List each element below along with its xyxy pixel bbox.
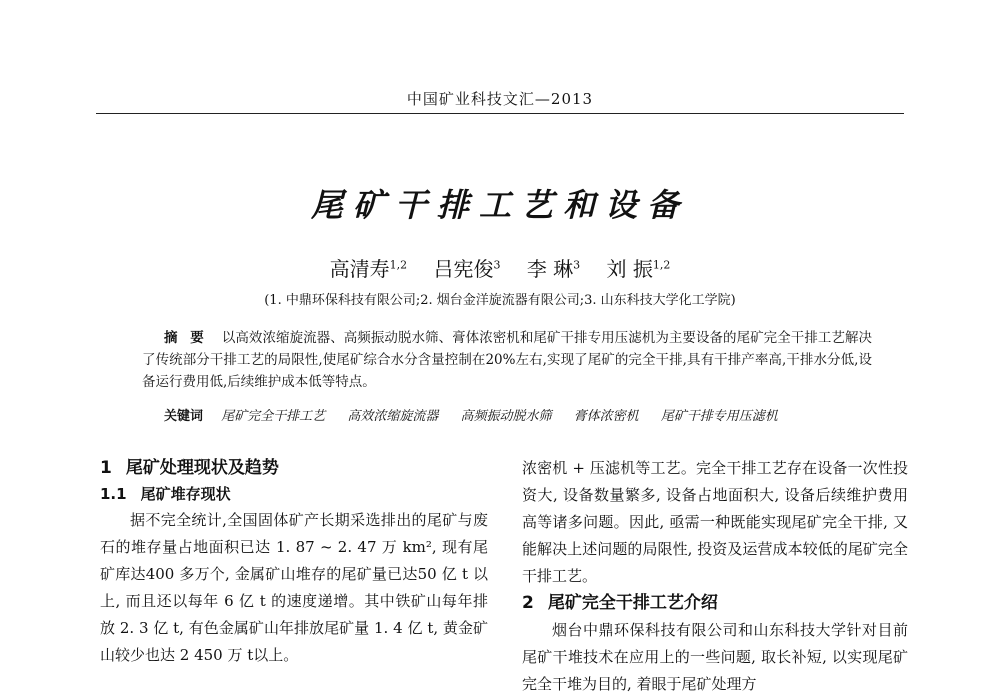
abstract-text: 以高效浓缩旋流器、高频振动脱水筛、膏体浓密机和尾矿干排专用压滤机为主要设备的尾矿完全干排工艺解决了传统部分干排工艺的局限性,使尾矿综合水分含量控制在20%左右,实现了尾矿的完全干排,具有干排产率高,干排水分低,设备运行费用低,后续维护成本低等特点。 xyxy=(142,330,873,390)
body-paragraph: 浓密机 + 压滤机等工艺。完全干排工艺存在设备一次性投资大, 设备数量繁多, 设备占地面积大, 设备后续维护费用高等诸多问题。因此, 亟需一种既能实现尾矿完全干排, 又能解决上述问题的局限性, 投资及运营成本较低的尾矿完全干排工艺。 xyxy=(522,459,908,585)
abstract xyxy=(142,327,872,393)
keyword: 高频振动脱水筛 xyxy=(460,409,552,424)
left-column xyxy=(100,455,488,669)
keywords-label: 关键词 xyxy=(164,409,204,424)
author xyxy=(527,253,580,282)
body-paragraph: 据不完全统计,全国固体矿产长期采选排出的尾矿与废石的堆存量占地面积已达 1. 87 ~ 2. 47 万 km², 现有尾矿库达400 多万个, 金属矿山堆存的尾矿量已达50 亿 t 以上, 而且还以每年 6 亿 t 的速度递增。其中铁矿山每年排放 2. 3 亿 t, 有色金属矿山年排放尾矿量 1. 4 亿 t, 黄金矿山较少也达 2 450 万 t以上。 xyxy=(100,511,488,664)
keyword: 膏体浓密机 xyxy=(573,409,639,424)
running-header: 中国矿业科技文汇—2013 xyxy=(406,90,594,108)
section-title: 尾矿处理现状及趋势 xyxy=(125,458,279,478)
section-title: 尾矿完全干排工艺介绍 xyxy=(547,593,718,613)
abstract-label: 摘 要 xyxy=(164,330,208,346)
header-rule xyxy=(96,113,904,114)
section-heading xyxy=(522,590,908,617)
author-affil-mark: 1,2 xyxy=(389,258,408,272)
subsection-title: 尾矿堆存现状 xyxy=(140,485,231,503)
author-name: 李 琳 xyxy=(526,257,574,281)
author-affil-mark: 3 xyxy=(493,258,501,272)
body-paragraph: 烟台中鼎环保科技有限公司和山东科技大学针对目前尾矿干堆技术在应用上的一些问题, 取长补短, 以实现尾矿完全干堆为目的, 着眼于尾矿处理方 xyxy=(522,621,908,693)
keyword: 尾矿完全干排工艺 xyxy=(221,409,326,424)
author-name: 高清寿 xyxy=(329,257,390,281)
author-name: 刘 振 xyxy=(606,257,653,281)
author-list xyxy=(0,253,1000,282)
right-column xyxy=(522,455,908,698)
subsection-heading xyxy=(100,482,488,507)
keyword: 高效浓缩旋流器 xyxy=(347,409,439,424)
section-number: 1 xyxy=(100,458,112,478)
section-heading xyxy=(100,455,488,482)
section-number: 2 xyxy=(522,593,534,613)
paper-title: 尾矿干排工艺和设备 xyxy=(310,186,689,224)
author xyxy=(330,253,408,282)
author-affil-mark: 1,2 xyxy=(652,258,671,272)
keywords xyxy=(164,405,884,424)
author-name: 吕宪俊 xyxy=(433,257,494,281)
keyword: 尾矿干排专用压滤机 xyxy=(660,409,778,424)
affiliations: (1. 中鼎环保科技有限公司;2. 烟台金洋旋流器有限公司;3. 山东科技大学化工学院) xyxy=(264,293,736,308)
author xyxy=(433,253,500,282)
subsection-number: 1.1 xyxy=(100,485,127,503)
author-affil-mark: 3 xyxy=(573,258,581,272)
author xyxy=(607,253,671,282)
